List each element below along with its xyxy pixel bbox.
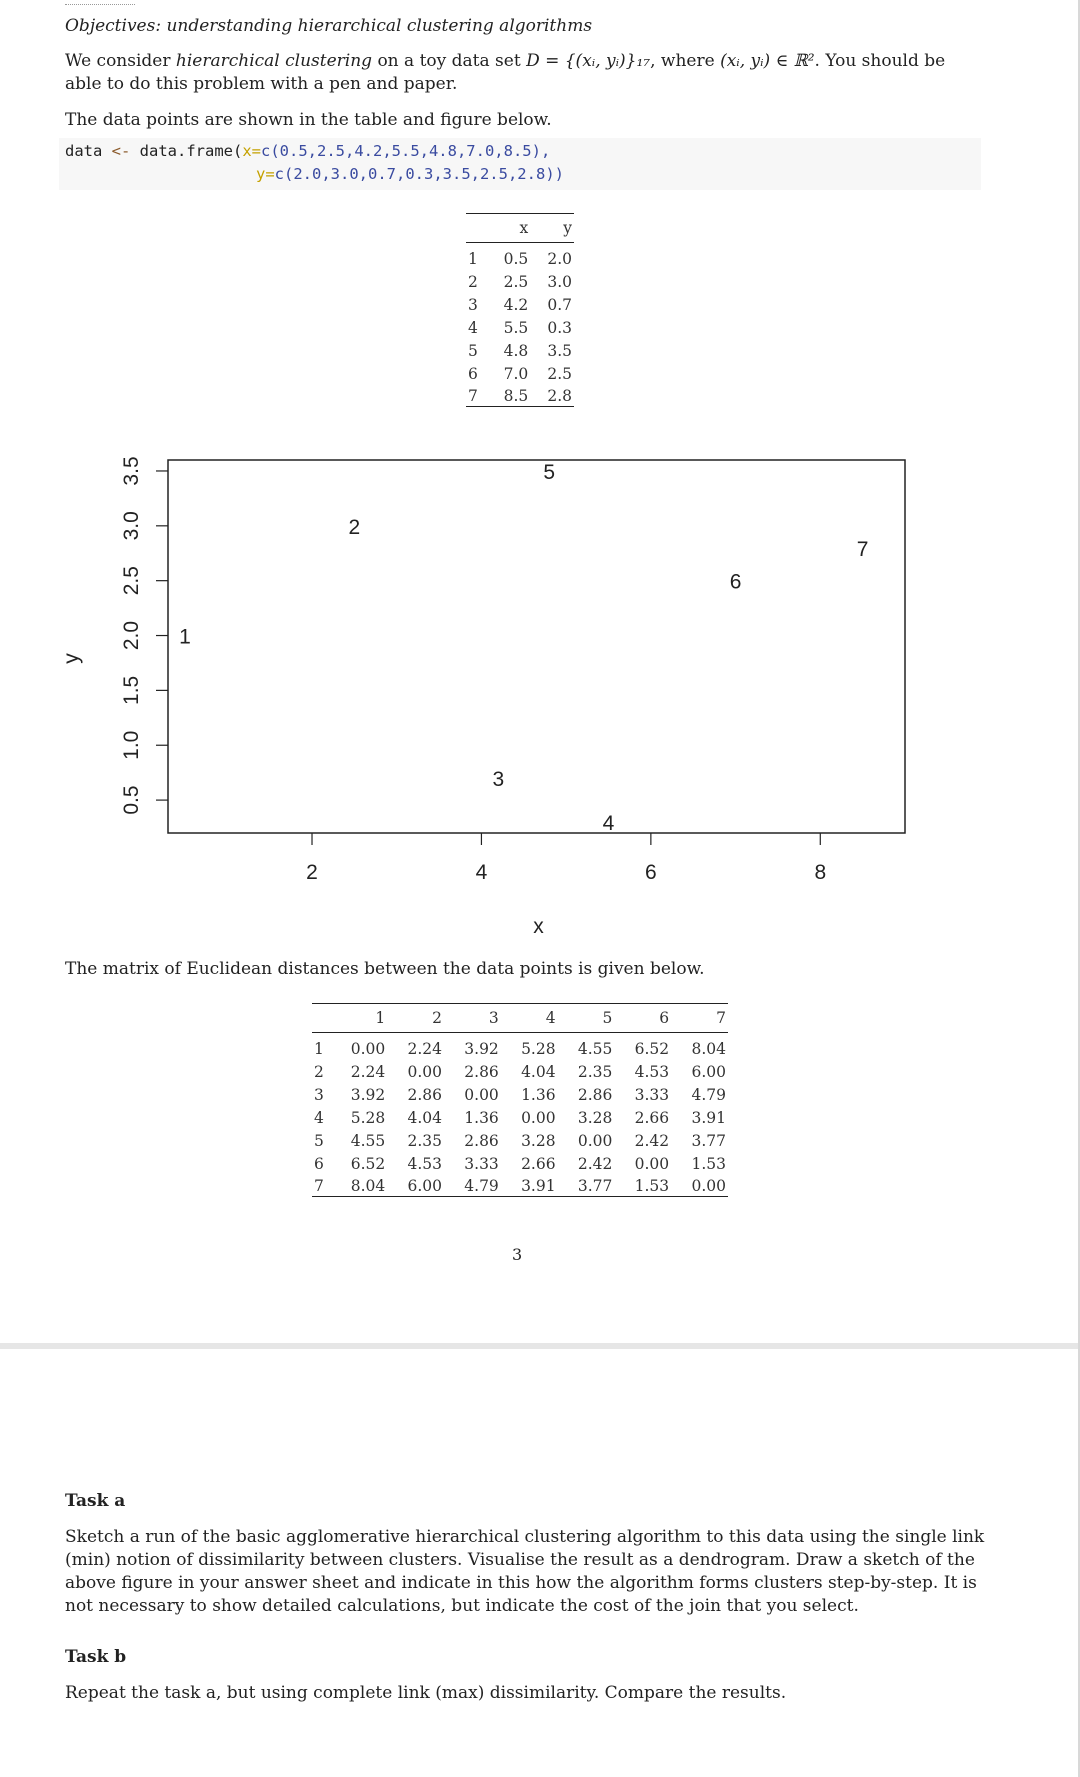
table-cell: 2.66 <box>634 1108 670 1127</box>
distance-table-row <box>312 1128 728 1151</box>
table-cell: 4.2 <box>503 295 529 314</box>
table-cell: 2.86 <box>464 1131 499 1150</box>
table-cell: 6.00 <box>407 1177 443 1195</box>
code-block <box>59 138 981 190</box>
data-point-label: 7 <box>856 537 869 561</box>
table-cell: 6.52 <box>350 1154 386 1173</box>
page-number: 3 <box>512 1245 523 1264</box>
distance-table-row <box>312 1105 728 1128</box>
table-cell: 0.00 <box>407 1062 443 1081</box>
points-header-y: y <box>563 219 572 237</box>
table-cell: 2.8 <box>547 387 572 405</box>
data-point-label: 5 <box>543 460 556 484</box>
math-domain: (xᵢ, yᵢ) ∈ ℝ² <box>720 51 815 71</box>
intro-line-2: able to do this problem with a pen and paper. <box>65 74 458 94</box>
table-cell: 2.86 <box>577 1085 613 1104</box>
data-point-label: 3 <box>492 768 505 792</box>
points-table-row <box>466 243 574 269</box>
points-table-row <box>466 292 574 315</box>
table-cell: 2.86 <box>464 1062 499 1081</box>
table-cell: 2.86 <box>407 1085 443 1104</box>
table-cell: 3.33 <box>634 1085 670 1104</box>
table-cell: 3.77 <box>691 1131 726 1150</box>
plot-frame <box>168 460 905 836</box>
column-header: 5 <box>602 1009 613 1027</box>
table-cell: 3.91 <box>691 1108 726 1127</box>
distance-table-row <box>312 1082 728 1105</box>
task-a-body <box>65 1526 985 1618</box>
distance-table <box>312 1003 728 1197</box>
objectives-line: Objectives: understanding hierarchical clustering algorithms <box>65 16 593 36</box>
table-cell: 4.53 <box>634 1062 670 1081</box>
points-table-row <box>466 338 574 361</box>
column-header: 4 <box>545 1009 556 1027</box>
code-line-2: y=c(2.0,3.0,0.7,0.3,3.5,2.5,2.8)) <box>256 165 564 183</box>
table-cell: 1.53 <box>691 1154 726 1173</box>
table-cell: 4.55 <box>577 1039 613 1058</box>
row-index: 3 <box>314 1085 324 1104</box>
column-header: 1 <box>375 1009 386 1027</box>
y-tick-label: 3.5 <box>120 456 143 486</box>
points-table-row <box>466 269 574 292</box>
table-cell: 4.79 <box>691 1085 726 1104</box>
table-cell: 6.52 <box>634 1039 670 1058</box>
row-index: 1 <box>314 1039 324 1058</box>
task-b-heading: Task b <box>65 1647 127 1667</box>
table-cell: 4.8 <box>503 341 529 360</box>
table-cell: 2.24 <box>350 1062 386 1081</box>
table-cell: 2.35 <box>407 1131 443 1150</box>
points-table-wrapper <box>466 213 574 407</box>
distance-sentence: The matrix of Euclidean distances between the data points is given below. <box>65 959 705 979</box>
task-a-heading: Task a <box>65 1491 126 1511</box>
x-tick-label: 4 <box>475 861 488 884</box>
code-line-1: data <- data.frame(x=c(0.5,2.5,4.2,5.5,4.8,7.0,8.5), <box>65 142 551 160</box>
table-cell: 5.5 <box>503 318 529 337</box>
table-cell: 1.53 <box>634 1177 670 1195</box>
table-cell: 7.0 <box>503 364 529 383</box>
top-marks <box>65 0 135 5</box>
table-cell: 3.28 <box>577 1108 613 1127</box>
y-tick-label: 2.5 <box>120 566 143 596</box>
table-cell: 4.04 <box>407 1108 443 1127</box>
intro-paragraph <box>65 50 985 96</box>
table-cell: 5.28 <box>521 1039 556 1058</box>
task-a-line: Sketch a run of the basic agglomerative hierarchical clustering algorithm to this data using the single link <box>65 1527 985 1547</box>
table-cell: 2.5 <box>547 364 572 383</box>
table-cell: 1.36 <box>464 1108 499 1127</box>
data-point-label: 1 <box>179 625 191 649</box>
row-index: 2 <box>314 1062 324 1081</box>
x-tick-label: 8 <box>814 861 827 884</box>
table-cell: 8.04 <box>350 1177 386 1195</box>
table-cell: 3.5 <box>547 341 572 360</box>
table-cell: 0.00 <box>634 1154 670 1173</box>
intro-line-1: We consider hierarchical clustering on a toy data set D = {(xᵢ, yᵢ)}₁₇, where (xᵢ, yᵢ) ∈ ℝ². You should be <box>65 51 946 71</box>
table-cell: 2.5 <box>503 272 529 291</box>
column-header: 6 <box>659 1009 670 1027</box>
table-cell: 0.00 <box>521 1108 556 1127</box>
corner-cell <box>312 1004 330 1033</box>
table-cell: 8.04 <box>691 1039 726 1058</box>
y-tick-label: 3.0 <box>120 511 143 541</box>
table-cell: 3.77 <box>577 1177 613 1195</box>
row-index: 4 <box>314 1108 324 1127</box>
task-a-line: above figure in your answer sheet and indicate in this how the algorithm forms clusters step-by-step. It is <box>65 1573 977 1593</box>
distance-table-row <box>312 1151 728 1174</box>
points-table-header <box>466 214 574 243</box>
task-a-line: not necessary to show detailed calculations, but indicate the cost of the join that you select. <box>65 1596 859 1616</box>
points-table-row <box>466 361 574 384</box>
y-tick-label: 0.5 <box>120 785 143 815</box>
table-cell: 2.42 <box>634 1131 670 1150</box>
table-cell: 3.91 <box>521 1177 556 1195</box>
y-tick-label: 1.0 <box>120 730 143 760</box>
table-cell: 3.92 <box>464 1039 499 1058</box>
table-cell: 2.42 <box>577 1154 613 1173</box>
row-index: 6 <box>314 1154 324 1173</box>
column-header: 3 <box>488 1009 499 1027</box>
x-axis-label: x <box>533 915 544 938</box>
table-cell: 0.00 <box>464 1085 499 1104</box>
table-cell: 3.33 <box>464 1154 499 1173</box>
row-index: 2 <box>468 272 478 291</box>
distance-table-wrapper <box>312 1003 728 1197</box>
y-tick-label: 2.0 <box>120 620 143 651</box>
task-a-line: (min) notion of dissimilarity between clusters. Visualise the result as a dendrogram. Draw a sketch of the <box>65 1550 975 1570</box>
table-cell: 2.35 <box>577 1062 613 1081</box>
x-tick-label: 2 <box>306 861 318 884</box>
row-index: 6 <box>468 364 478 383</box>
task-b-body: Repeat the task a, but using complete link (max) dissimilarity. Compare the results. <box>65 1683 787 1703</box>
row-index: 4 <box>468 318 478 337</box>
points-table <box>466 213 574 407</box>
table-cell: 6.00 <box>691 1062 726 1081</box>
table-cell: 0.00 <box>691 1177 726 1195</box>
table-cell: 0.5 <box>503 249 529 268</box>
table-cell: 3.92 <box>350 1085 386 1104</box>
distance-table-body <box>312 1033 728 1197</box>
table-cell: 0.00 <box>350 1039 386 1058</box>
table-cell: 2.0 <box>547 249 572 268</box>
math-dataset: D = {(xᵢ, yᵢ)}₁₇ <box>526 51 651 71</box>
column-header: 7 <box>716 1009 726 1027</box>
y-axis-label: y <box>60 653 83 664</box>
distance-table-row <box>312 1174 728 1197</box>
table-cell: 4.79 <box>464 1177 499 1195</box>
table-cell: 3.28 <box>521 1131 556 1150</box>
row-index: 1 <box>468 249 478 268</box>
row-index: 7 <box>468 387 478 405</box>
points-table-row <box>466 384 574 407</box>
points-header-x: x <box>519 219 529 237</box>
table-cell: 0.3 <box>547 318 572 337</box>
table-cell: 4.55 <box>350 1131 386 1150</box>
distance-table-header <box>312 1004 728 1033</box>
row-index: 3 <box>468 295 478 314</box>
table-cell: 0.7 <box>547 295 572 314</box>
data-point-label: 2 <box>348 515 361 539</box>
table-cell: 2.24 <box>407 1039 443 1058</box>
table-cell: 2.66 <box>521 1154 556 1173</box>
distance-table-row <box>312 1059 728 1082</box>
distance-table-row <box>312 1033 728 1059</box>
row-index: 7 <box>314 1177 324 1195</box>
column-header: 2 <box>432 1009 443 1027</box>
table-cell: 8.5 <box>503 387 529 405</box>
page-divider <box>0 1343 1080 1349</box>
points-table-body <box>466 243 574 407</box>
data-point-label: 6 <box>729 570 742 594</box>
row-index: 5 <box>314 1131 324 1150</box>
points-table-row <box>466 315 574 338</box>
y-tick-label: 1.5 <box>120 675 143 705</box>
scatter-plot <box>0 440 1080 950</box>
row-index: 5 <box>468 341 478 360</box>
table-cell: 3.0 <box>547 272 572 291</box>
data-sentence: The data points are shown in the table and figure below. <box>65 110 552 130</box>
table-cell: 0.00 <box>577 1131 613 1150</box>
table-cell: 4.04 <box>521 1062 556 1081</box>
table-cell: 4.53 <box>407 1154 443 1173</box>
table-cell: 1.36 <box>521 1085 556 1104</box>
x-tick-label: 6 <box>645 861 657 884</box>
table-cell: 5.28 <box>350 1108 386 1127</box>
data-point-label: 4 <box>602 812 615 836</box>
